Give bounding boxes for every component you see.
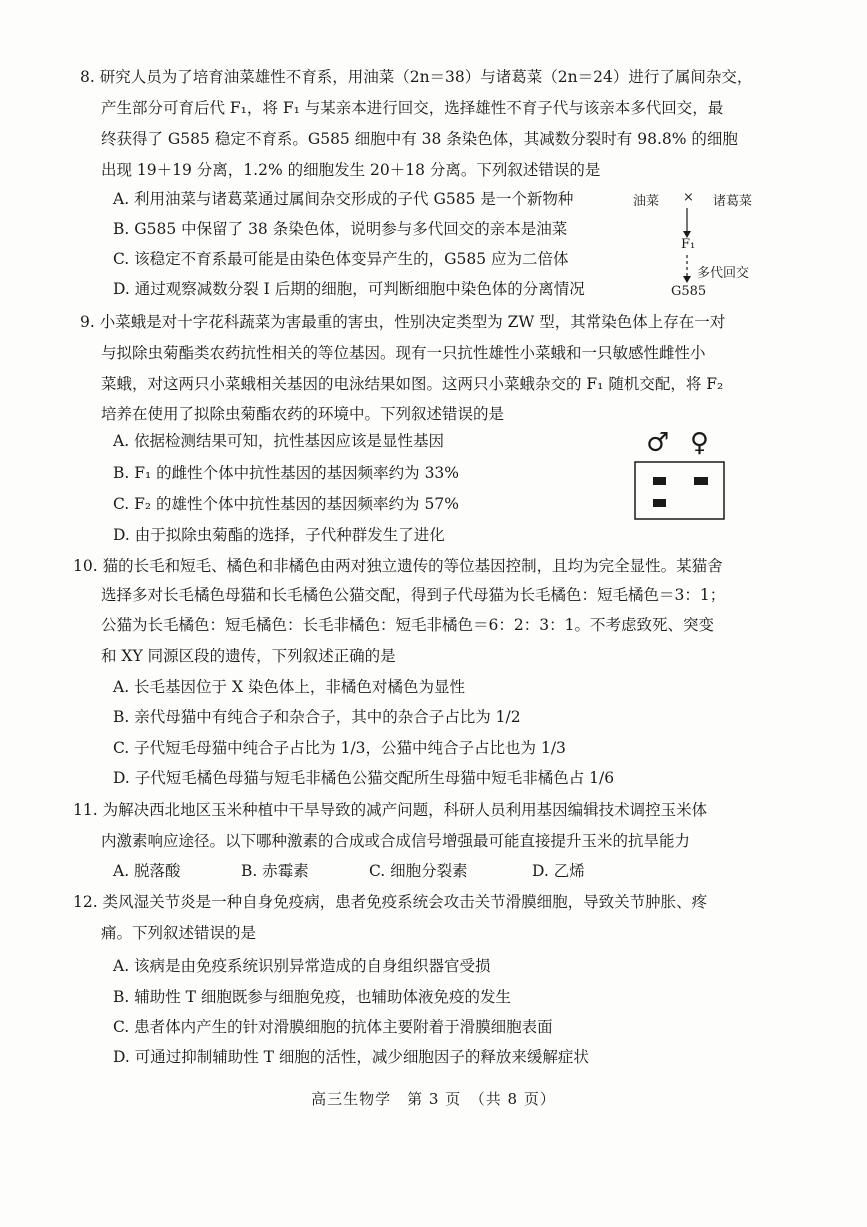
q8-option-d: D. 通过观察减数分裂 Ⅰ 后期的细胞，可判断细胞中染色体的分离情况 (113, 280, 585, 298)
q10-option-c: C. 子代短毛母猫中纯合子占比为 1/3，公猫中纯合子占比也为 1/3 (113, 739, 566, 757)
q8-option-c: C. 该稳定不育系最可能是由染色体变异产生的，G585 应为二倍体 (113, 250, 569, 268)
q11-option-a: A. 脱落酸 (113, 862, 181, 880)
q12-option-b: B. 辅助性 T 细胞既参与细胞免疫，也辅助体液免疫的发生 (113, 988, 511, 1006)
gel-band-male-upper (653, 477, 666, 485)
q12-option-a: A. 该病是由免疫系统识别异常造成的自身组织器官受损 (113, 957, 491, 975)
q8-diagram-parent1: 油菜 (633, 194, 660, 209)
q9-option-b: B. F₁ 的雌性个体中抗性基因的基因频率约为 33% (113, 464, 460, 482)
q10-stem-line-4: 和 XY 同源区段的遗传，下列叙述正确的是 (101, 647, 396, 665)
q8-diagram-result: G585 (671, 284, 707, 299)
q10-stem-line-1: 10. 猫的长毛和短毛、橘色和非橘色由两对独立遗传的等位基因控制，且均为完全显性。某猫舍 (73, 557, 723, 575)
page-footer: 高三生物学 第 3 页 （共 8 页） (311, 1090, 556, 1108)
male-symbol: ♂ (646, 428, 670, 458)
q9-stem-line-4: 培养在使用了拟除虫菊酯农药的环境中。下列叙述错误的是 (101, 405, 505, 423)
q8-stem-line-3: 终获得了 G585 稳定不育系。G585 细胞中有 38 条染色体，其减数分裂时有 98.8% 的细胞 (101, 130, 738, 148)
q11-option-d: D. 乙烯 (532, 862, 585, 880)
q8-diagram-cross: × (683, 190, 694, 205)
q11-stem-line-1: 11. 为解决西北地区玉米种植中干旱导致的减产问题，科研人员利用基因编辑技术调控玉米体 (73, 801, 708, 819)
q12-stem-line-1: 12. 类风湿关节炎是一种自身免疫病，患者免疫系统会攻击关节滑膜细胞，导致关节肿胀、疼 (73, 893, 708, 911)
q10-stem-line-3: 公猫为长毛橘色：短毛橘色：长毛非橘色：短毛非橘色＝6：2：3：1。不考虑致死、突变 (101, 616, 714, 634)
q8-option-a: A. 利用油菜与诸葛菜通过属间杂交形成的子代 G585 是一个新物种 (113, 190, 574, 208)
q10-stem-line-2: 选择多对长毛橘色母猫和长毛橘色公猫交配，得到子代母猫为长毛橘色：短毛橘色＝3：1； (101, 586, 726, 604)
q8-stem-line-1: 8. 研究人员为了培育油菜雄性不育系，用油菜（2n＝38）与诸葛菜（2n＝24）进行了属间杂交， (80, 68, 753, 86)
q9-stem-line-2: 与拟除虫菊酯类农药抗性相关的等位基因。现有一只抗性雄性小菜蛾和一只敏感性雌性小 (101, 344, 706, 362)
q11-option-b: B. 赤霉素 (241, 862, 309, 880)
q11-option-c: C. 细胞分裂素 (369, 862, 468, 880)
q8-option-b: B. G585 中保留了 38 条染色体，说明参与多代回交的亲本是油菜 (113, 220, 568, 238)
q12-option-d: D. 可通过抑制辅助性 T 细胞的活性，减少细胞因子的释放来缓解症状 (113, 1048, 589, 1066)
q10-option-a: A. 长毛基因位于 X 染色体上，非橘色对橘色为显性 (113, 678, 465, 696)
q8-stem-line-2: 产生部分可育后代 F₁，将 F₁ 与某亲本进行回交，选择雄性不育子代与该亲本多代回交，最 (101, 99, 724, 117)
q9-option-c: C. F₂ 的雄性个体中抗性基因的基因频率约为 57% (113, 495, 459, 513)
gel-electrophoresis-box (634, 461, 726, 521)
gel-band-male-lower (653, 499, 666, 507)
q9-option-a: A. 依据检测结果可知，抗性基因应该是显性基因 (113, 432, 445, 450)
q8-diagram-backcross: 多代回交 (697, 266, 750, 281)
q10-option-d: D. 子代短毛橘色母猫与短毛非橘色公猫交配所生母猫中短毛非橘色占 1/6 (113, 769, 615, 787)
q12-stem-line-2: 痛。下列叙述错误的是 (101, 924, 257, 942)
gel-band-female-upper (694, 477, 708, 485)
q12-option-c: C. 患者体内产生的针对滑膜细胞的抗体主要附着于滑膜细胞表面 (113, 1018, 553, 1036)
q10-option-b: B. 亲代母猫中有纯合子和杂合子，其中的杂合子占比为 1/2 (113, 708, 521, 726)
q9-option-d: D. 由于拟除虫菊酯的选择，子代种群发生了进化 (113, 526, 445, 544)
q9-stem-line-3: 菜蛾，对这两只小菜蛾相关基因的电泳结果如图。这两只小菜蛾杂交的 F₁ 随机交配，将 F₂ (101, 375, 724, 393)
q8-diagram-f1: F₁ (681, 237, 696, 252)
q9-stem-line-1: 9. 小菜蛾是对十字花科蔬菜为害最重的害虫，性别决定类型为 ZW 型，其常染色体上存在一对 (80, 313, 726, 331)
q11-stem-line-2: 内激素响应途径。以下哪种激素的合成或合成信号增强最可能直接提升玉米的抗旱能力 (101, 832, 691, 850)
q8-diagram-parent2: 诸葛菜 (713, 194, 753, 209)
q8-stem-line-4: 出现 19＋19 分离，1.2% 的细胞发生 20＋18 分离。下列叙述错误的是 (101, 161, 601, 179)
female-symbol: ♀ (690, 428, 710, 458)
